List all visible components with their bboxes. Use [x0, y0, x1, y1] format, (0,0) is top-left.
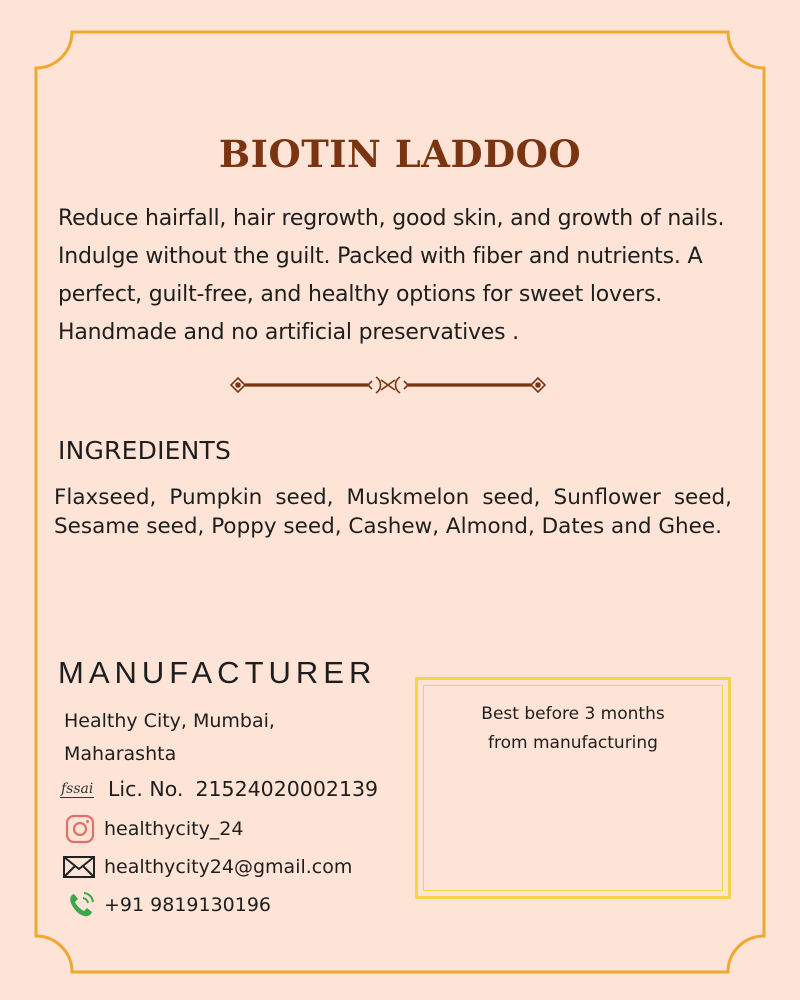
address-line-1: Healthy City, Mumbai,: [64, 710, 275, 732]
license-row: [52, 772, 378, 806]
best-before-box: [415, 677, 731, 899]
email-row: [52, 850, 352, 884]
license-number: 21524020002139: [195, 777, 379, 801]
ornamental-divider: [228, 372, 548, 398]
instagram-icon: [52, 812, 104, 846]
phone-icon: [52, 888, 104, 922]
address-line-2: Maharashta: [64, 743, 177, 765]
best-before-text: [418, 700, 728, 758]
ingredients-heading: INGREDIENTS: [58, 436, 232, 465]
phone-number[interactable]: +91 9819130196: [104, 894, 272, 916]
manufacturer-heading: MANUFACTURER: [58, 655, 377, 690]
fssai-logo: [52, 772, 108, 806]
license-label: Lic. No.: [108, 777, 184, 801]
best-before-line-2: from manufacturing: [488, 733, 658, 753]
instagram-handle[interactable]: healthycity_24: [104, 818, 244, 840]
product-description: Reduce hairfall, hair regrowth, good skin, and growth of nails. Indulge without the guilt. Packed with fiber and nutrients. A perfect, guilt-free, and healthy options for sweet lovers. Handmade and no artificial preservatives .: [58, 206, 725, 345]
product-title: BIOTIN LADDOO: [218, 132, 582, 176]
mail-icon: [52, 850, 104, 884]
instagram-row: [52, 812, 244, 846]
ingredients-list: Flaxseed, Pumpkin seed, Muskmelon seed, Sunflower seed, Sesame seed, Poppy seed, Cashew, Almond, Dates and Ghee.: [54, 485, 732, 539]
best-before-line-1: Best before 3 months: [481, 704, 665, 724]
email-address[interactable]: healthycity24@gmail.com: [104, 856, 353, 878]
fssai-logo-text: fssai: [61, 780, 94, 797]
manufacturer-address: [64, 705, 364, 771]
phone-row: [52, 888, 271, 922]
